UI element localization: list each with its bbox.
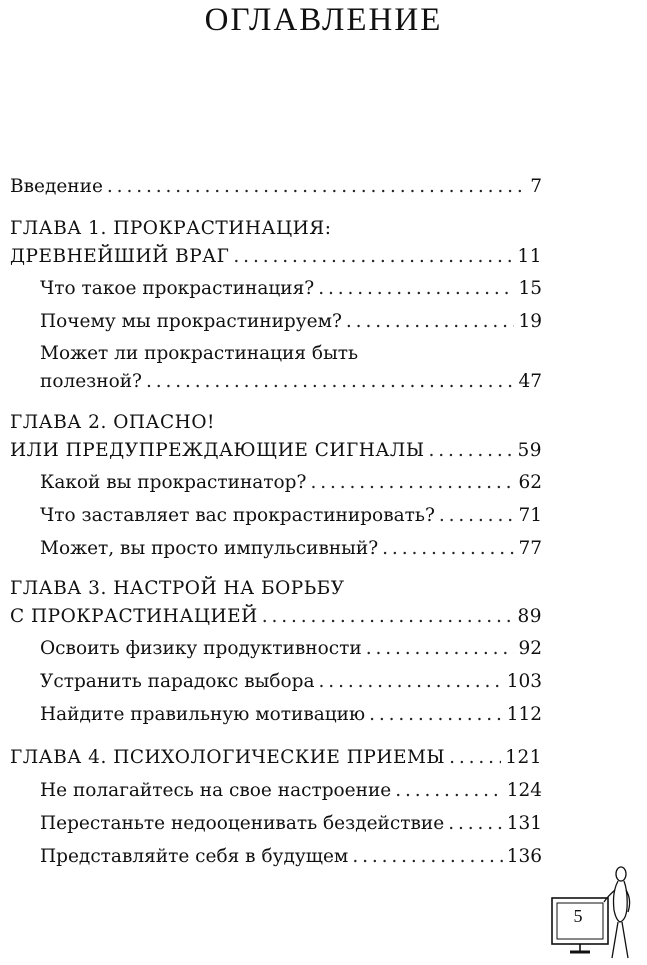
dot-leader xyxy=(146,365,514,398)
toc-entry-label: Почему мы прокрастинируем? xyxy=(40,311,342,332)
toc-page-number: 92 xyxy=(518,638,542,659)
toc-page-number: 136 xyxy=(506,846,542,867)
toc-subentry[interactable] xyxy=(40,365,542,398)
toc-entry-label: Что заставляет вас прокрастинировать? xyxy=(40,505,435,526)
toc-page-number: 62 xyxy=(518,472,542,493)
chapter-1-heading-line1: ГЛАВА 1. ПРОКРАСТИНАЦИЯ: xyxy=(10,218,332,239)
chapter-2-heading-line1: ГЛАВА 2. ОПАСНО! xyxy=(10,412,215,433)
dot-leader xyxy=(449,741,501,774)
toc-entry-label: Что такое прокрастинация? xyxy=(40,278,315,299)
toc-subentry[interactable] xyxy=(40,305,542,338)
toc-entry-label: Не полагайтесь на свое настроение xyxy=(40,780,392,801)
dot-leader xyxy=(429,434,514,467)
toc-entry-label: Может, вы просто импульсивный? xyxy=(40,538,379,559)
chapter-3-heading-line1: ГЛАВА 3. НАСТРОЙ НА БОРЬБУ xyxy=(10,578,345,599)
dot-leader xyxy=(395,774,502,807)
toc-page-number: 112 xyxy=(506,704,542,725)
toc-subentry[interactable] xyxy=(40,272,542,305)
toc-page-number: 59 xyxy=(517,440,542,461)
toc-entry-label: Представляйте себя в будущем xyxy=(40,846,349,867)
chapter-1-heading-line2: ДРЕВНЕЙШИЙ ВРАГ xyxy=(10,246,230,267)
toc-entry-chapter-3[interactable] xyxy=(10,600,542,633)
toc-page-number: 89 xyxy=(517,606,542,627)
toc-page-number: 19 xyxy=(518,311,542,332)
dot-leader xyxy=(448,807,503,840)
toc-page-number: 7 xyxy=(530,176,542,197)
toc-page-number: 131 xyxy=(506,813,542,834)
toc-entry-label: Устранить парадокс выбора xyxy=(40,671,315,692)
chapter-3-heading-line2: С ПРОКРАСТИНАЦИЕЙ xyxy=(10,606,258,627)
toc-page-number: 103 xyxy=(506,671,542,692)
page-title: ОГЛАВЛЕНИЕ xyxy=(204,2,443,38)
toc-entry-chapter-1[interactable] xyxy=(10,240,542,273)
toc-page-number: 121 xyxy=(505,747,542,768)
chapter-2-heading-line2: ИЛИ ПРЕДУПРЕЖДАЮЩИЕ СИГНАЛЫ xyxy=(10,440,425,461)
toc-subentry[interactable] xyxy=(40,532,542,565)
toc-subentry[interactable] xyxy=(40,665,542,698)
page-number xyxy=(553,897,603,939)
dot-leader xyxy=(369,698,503,731)
dot-leader xyxy=(318,272,514,305)
dot-leader xyxy=(382,532,514,565)
toc-subentry[interactable] xyxy=(40,499,542,532)
toc-page-number: 47 xyxy=(518,371,542,392)
toc-subentry[interactable] xyxy=(40,840,542,873)
toc-entry-chapter-2[interactable] xyxy=(10,434,542,467)
toc-entry-label: Перестаньте недооценивать бездействие xyxy=(40,813,445,834)
dot-leader xyxy=(439,499,515,532)
toc-page-number: 77 xyxy=(518,538,542,559)
toc-entry-label: Освоить физику продуктивности xyxy=(40,638,362,659)
dot-leader xyxy=(107,170,526,203)
toc-page-number: 71 xyxy=(518,505,542,526)
dot-leader xyxy=(233,240,513,273)
dot-leader xyxy=(352,840,502,873)
toc-entry-label: Введение xyxy=(10,176,103,197)
dot-leader xyxy=(366,632,515,665)
dot-leader xyxy=(319,665,503,698)
toc-entry-intro[interactable] xyxy=(10,170,542,203)
toc-subentry[interactable] xyxy=(40,632,542,665)
toc-subentry[interactable] xyxy=(40,774,542,807)
toc-entry-label: полезной? xyxy=(40,371,142,392)
toc-subentry[interactable] xyxy=(40,807,542,840)
toc-page-number: 11 xyxy=(517,246,542,267)
toc-page-number: 124 xyxy=(506,780,542,801)
toc-entry-chapter-4[interactable] xyxy=(10,741,542,774)
toc-subentry[interactable] xyxy=(40,466,542,499)
toc-subentry[interactable] xyxy=(40,698,542,731)
toc-entry-label: Какой вы прокрастинатор? xyxy=(40,472,307,493)
dot-leader xyxy=(310,466,514,499)
dot-leader xyxy=(262,600,514,633)
toc-subentry-line1: Может ли прокрастинация быть xyxy=(40,343,359,364)
page-number-text: 5 xyxy=(573,906,583,926)
toc-page-number: 15 xyxy=(518,278,542,299)
chapter-4-heading: ГЛАВА 4. ПСИХОЛОГИЧЕСКИЕ ПРИЕМЫ xyxy=(10,747,446,768)
dot-leader xyxy=(346,305,515,338)
toc-entry-label: Найдите правильную мотивацию xyxy=(40,704,366,725)
